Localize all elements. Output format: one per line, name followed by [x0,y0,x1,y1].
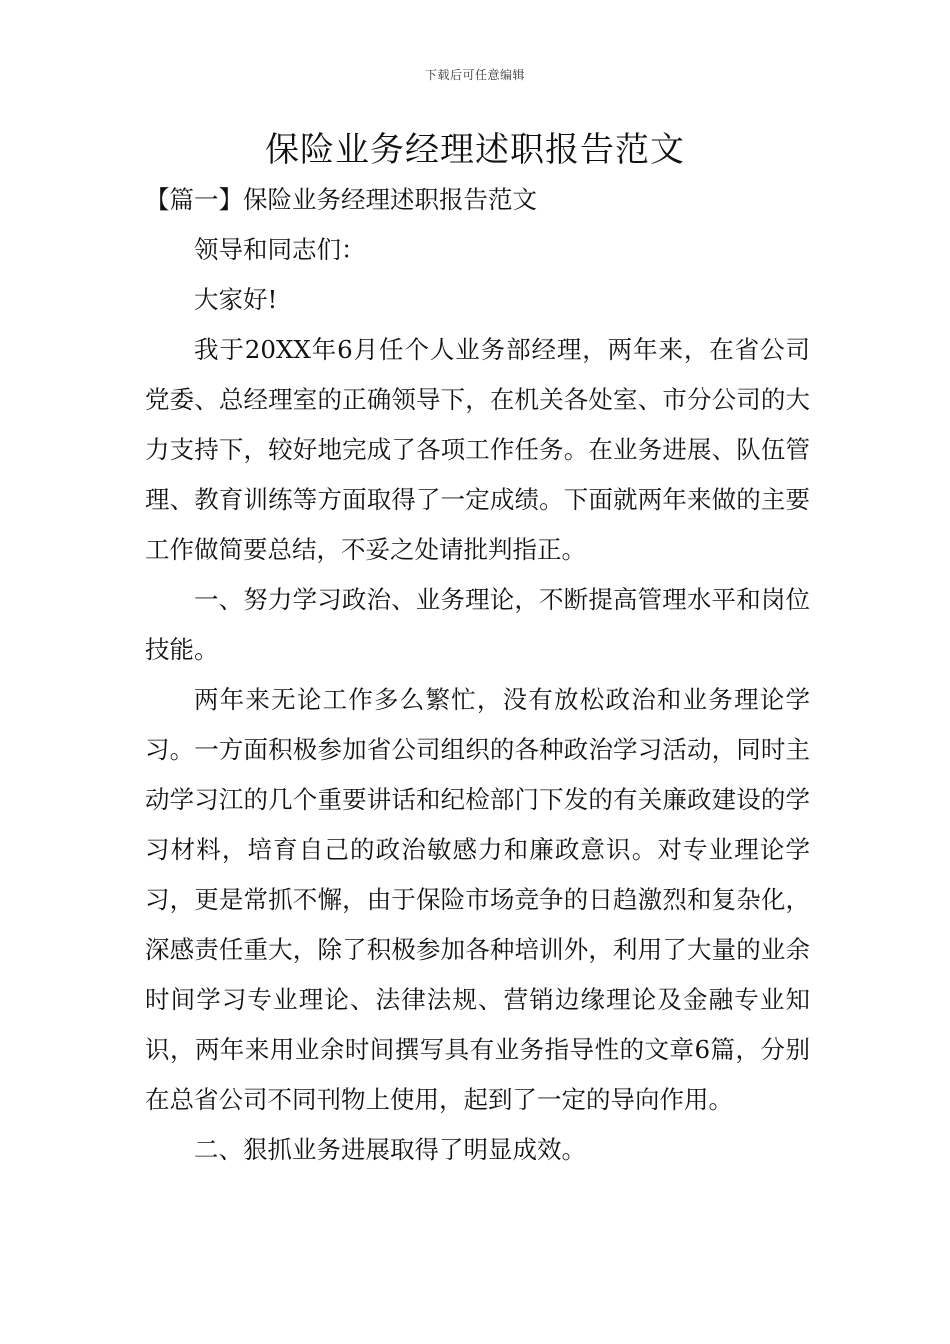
salutation: 领导和同志们： [194,235,366,264]
greeting: 大家好! [194,285,278,314]
document-body [145,175,810,1175]
point-one-heading: 一、努力学习政治、业务理论，不断提高管理水平和岗位技能。 [145,585,810,664]
header-note: 下载后可任意编辑 [424,68,525,82]
point-one-paragraph: 两年来无论工作多么繁忙，没有放松政治和业务理论学习。一方面积极参加省公司组织的各种政治学习活动，同时主动学习江的几个重要讲话和纪检部门下发的有关廉政建设的学习材料，培育自己的政治敏感力和廉政意识。对专业理论学习，更是常抓不懈，由于保险市场竞争的日趋激烈和复杂化，深感责任重大，除了积极参加各种培训外，利用了大量的业余时间学习专业理论、法律法规、营销边缘理论及金融专业知识，两年来用业余时间撰写具有业务指导性的文章6篇，分别在总省公司不同刊物上使用，起到了一定的导向作用。 [145,685,810,1114]
section-heading: 【篇一】保险业务经理述职报告范文 [145,185,537,214]
document-title: 保险业务经理述职报告范文 [265,130,685,170]
intro-paragraph: 我于20XX年6月任个人业务部经理，两年来，在省公司党委、总经理室的正确领导下，在机关各处室、市分公司的大力支持下，较好地完成了各项工作任务。在业务进展、队伍管理、教育训练等方面取得了一定成绩。下面就两年来做的主要工作做简要总结，不妥之处请批判指正。 [145,335,810,564]
point-two-heading: 二、狠抓业务进展取得了明显成效。 [194,1135,586,1164]
